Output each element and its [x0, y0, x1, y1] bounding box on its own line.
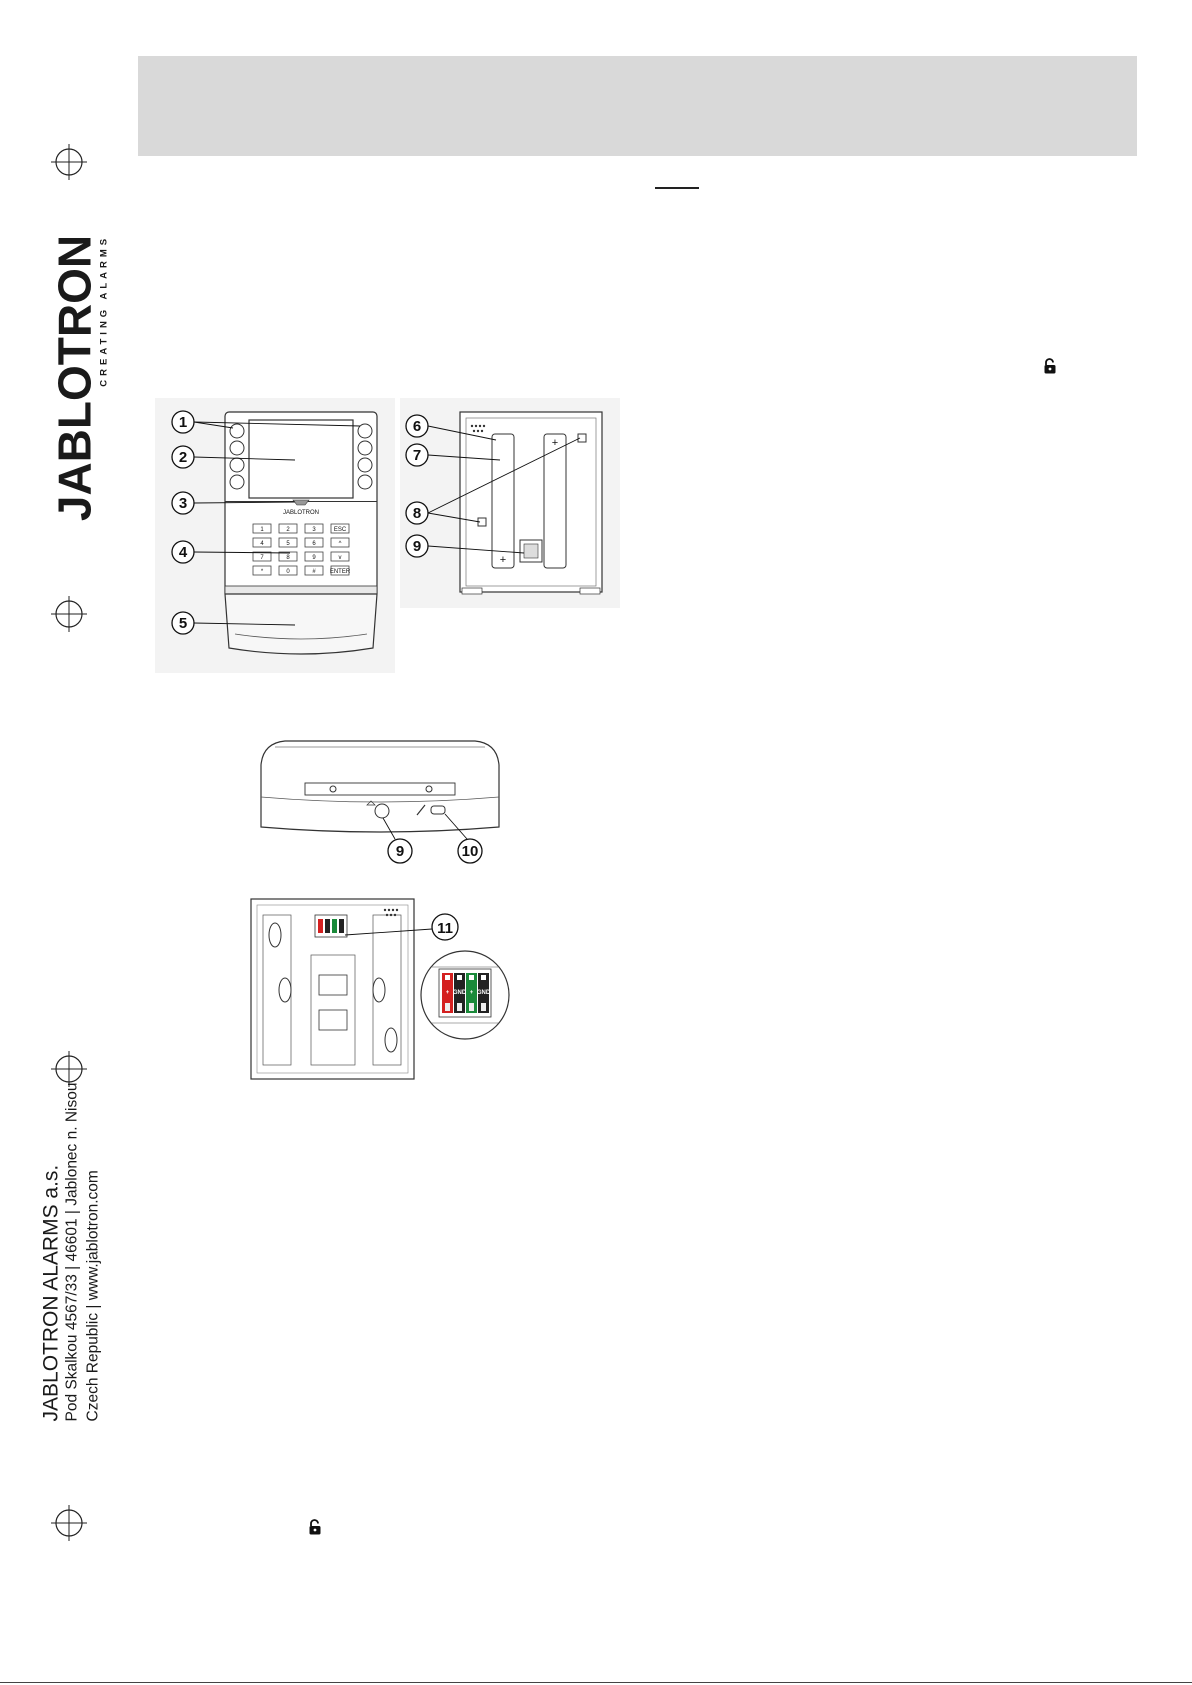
terminal-label: + — [469, 990, 474, 996]
keypad-key-label: ^ — [338, 541, 342, 547]
callout-label: 1 — [178, 414, 188, 431]
callout-label: 10 — [461, 843, 479, 860]
keypad-key-label: # — [312, 569, 316, 575]
callout-label: 2 — [178, 449, 188, 466]
keypad-key-label: v — [338, 555, 342, 561]
brand-logo — [48, 234, 110, 522]
keypad-key-label: 6 — [312, 541, 316, 547]
company-web: Czech Republic | www.jablotron.com — [84, 1170, 102, 1422]
keypad-key-label: 7 — [260, 555, 264, 561]
keypad-key-label: 2 — [286, 527, 290, 533]
keypad-front-figure — [155, 398, 395, 673]
callout-label: 3 — [178, 495, 188, 512]
callout-label: 9 — [395, 843, 405, 860]
callout-label: 9 — [412, 538, 422, 555]
padlock-unlocked-icon — [1043, 358, 1057, 374]
keypad-key-label: ENTER — [329, 569, 351, 575]
keypad-key-label: 9 — [312, 555, 316, 561]
crosshair-registration-icon — [49, 142, 89, 182]
bottom-rule — [0, 1682, 1192, 1683]
keypad-key-label: 1 — [260, 527, 264, 533]
keypad-back-figure — [400, 398, 620, 608]
keypad-back-drawing — [400, 398, 620, 608]
terminal-label: GND — [452, 990, 467, 996]
keypad-base-drawing — [245, 895, 515, 1085]
brand-name: JABLOTRON — [48, 234, 101, 522]
keypad-bottom-drawing — [255, 735, 505, 870]
keypad-front-drawing — [155, 398, 395, 673]
keypad-key-label: ESC — [333, 527, 347, 533]
callout-label: 4 — [178, 544, 188, 561]
top-rule — [655, 187, 699, 189]
brand-tagline: CREATING ALARMS — [98, 234, 110, 387]
callout-label: 5 — [178, 615, 188, 632]
company-address: Pod Skalkou 4567/33 | 46601 | Jablonec n. Nisou — [63, 1082, 81, 1422]
terminal-label: + — [445, 990, 450, 996]
keypad-key-label: 3 — [312, 527, 316, 533]
keypad-key-label: 8 — [286, 555, 290, 561]
callout-label: 6 — [412, 418, 422, 435]
crosshair-registration-icon — [49, 1503, 89, 1543]
keypad-key-label: * — [260, 569, 264, 575]
keypad-bottom-figure — [255, 735, 505, 870]
svg-text:+: + — [499, 554, 507, 566]
device-logo: JABLOTRON — [282, 510, 320, 516]
company-address-block — [41, 1083, 104, 1422]
keypad-base-figure — [245, 895, 515, 1085]
header-band — [138, 56, 1137, 156]
svg-text:+: + — [551, 437, 559, 449]
keypad-key-label: 0 — [286, 569, 290, 575]
terminal-label: GND — [476, 990, 491, 996]
keypad-key-label: 4 — [260, 541, 264, 547]
keypad-key-label: 5 — [286, 541, 290, 547]
company-name: JABLOTRON ALARMS a.s. — [39, 1164, 63, 1422]
callout-label: 11 — [437, 920, 453, 937]
padlock-unlocked-icon — [308, 1519, 322, 1535]
callout-label: 8 — [412, 505, 422, 522]
crosshair-registration-icon — [49, 594, 89, 634]
callout-label: 7 — [412, 447, 422, 464]
